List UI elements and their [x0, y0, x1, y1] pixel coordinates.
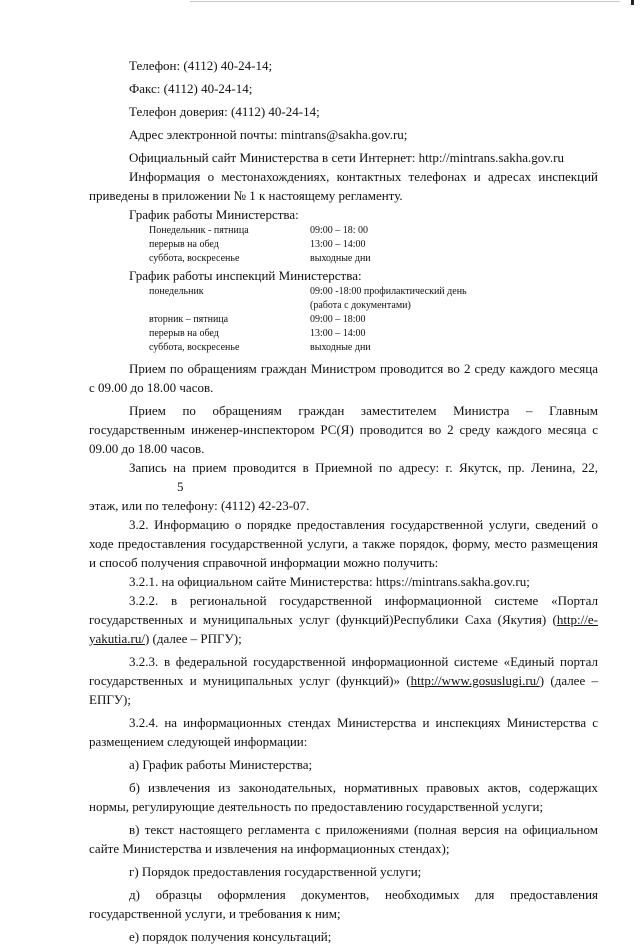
email-line: Адрес электронной почты: mintrans@sakha.gov.ru; — [129, 127, 408, 142]
item-3-2-2 — [89, 591, 598, 648]
ministry-schedule-table — [89, 224, 598, 266]
item-3-2-2-suffix: ) (далее – РПГУ); — [144, 631, 242, 646]
reception-deputy-paragraph: Прием по обращениям граждан заместителем Министра – Главным государственным инженер-инспектором РС(Я) проводится во 2 среду каждого месяца с 09.00 до 18.00 часов. — [89, 403, 598, 456]
scan-corner-mark — [631, 0, 634, 5]
schedule-day: понедельник — [149, 286, 204, 297]
schedule-day: перерыв на обед — [149, 328, 219, 339]
schedule-row — [89, 341, 598, 355]
ministry-schedule-title: График работы Министерства: — [129, 207, 299, 222]
list-item-v: в) текст настоящего регламента с приложениями (полная версия на официальном сайте Министерства и извлечения на информационных стендах); — [89, 822, 598, 856]
list-item-a: а) График работы Министерства; — [129, 757, 313, 772]
schedule-time: выходные дни — [310, 253, 371, 264]
registration-text: Запись на прием проводится в Приемной по адресу: г. Якутск, пр. Ленина, 22, — [129, 460, 598, 475]
scan-top-edge — [190, 1, 620, 2]
inspections-schedule-title: График работы инспекций Министерства: — [129, 268, 362, 283]
item-3-2-4: 3.2.4. на информационных стендах Министерства и инспекциях Министерства с размещением следующей информации: — [89, 715, 598, 749]
schedule-row — [89, 327, 598, 341]
item-3-2-2-text: 3.2.2. в региональной государственной информационной системе «Портал государственных и муниципальных услуг (функций)Республики Саха (Якутия) ( — [89, 593, 598, 627]
inspections-schedule-table — [89, 285, 598, 355]
e-yakutia-link[interactable]: http://e-yakutia.ru/ — [89, 612, 598, 646]
schedule-time: 13:00 – 14:00 — [310, 239, 366, 250]
schedule-day: перерыв на обед — [149, 239, 219, 250]
website-line: Официальный сайт Министерства в сети Интернет: http://mintrans.sakha.gov.ru — [129, 150, 564, 165]
schedule-row — [89, 238, 598, 252]
schedule-day: суббота, воскресенье — [149, 253, 240, 264]
list-item-b: б) извлечения из законодательных, нормативных правовых актов, содержащих нормы, регулирующие деятельность по предоставлению государственной услуги; — [89, 780, 598, 814]
registration-paragraph — [89, 458, 598, 515]
schedule-row — [89, 313, 598, 327]
schedule-day: суббота, воскресенье — [149, 342, 240, 353]
item-3-2-3 — [89, 652, 598, 709]
schedule-time: 09:00 – 18: 00 — [310, 225, 369, 236]
reception-minister-paragraph: Прием по обращениям граждан Министром проводится во 2 среду каждого месяца с 09.00 до 18.00 часов. — [89, 361, 598, 395]
schedule-time: выходные дни — [310, 342, 371, 353]
item-3-2-3-text: 3.2.3. в федеральной государственной информационной системе «Единый портал государственных и муниципальных услуг (функций)» ( — [89, 654, 598, 688]
item-3-2-1: 3.2.1. на официальном сайте Министерства: https://mintrans.sakha.gov.ru; — [129, 574, 530, 589]
registration-floor-number: 5 — [177, 479, 184, 494]
section-3-2-paragraph: 3.2. Информацию о порядке предоставления государственной услуги, сведений о ходе предоставления государственной услуги, а также порядок, форму, место размещения и способ получения справочной информации можно получить: — [89, 517, 598, 570]
schedule-time: 09:00 – 18:00 — [310, 314, 366, 325]
gosuslugi-link[interactable]: http://www.gosuslugi.ru/ — [410, 673, 540, 688]
inspections-info-paragraph: Информация о местонахождениях, контактных телефонах и адресах инспекций приведены в приложении № 1 к настоящему регламенту. — [89, 169, 598, 203]
list-item-d: д) образцы оформления документов, необходимых для предоставления государственной услуги, и требования к ним; — [89, 887, 598, 921]
list-item-e: е) порядок получения консультаций; — [129, 929, 332, 944]
schedule-row — [89, 224, 598, 238]
hotline-line: Телефон доверия: (4112) 40-24-14; — [129, 104, 320, 119]
fax-line: Факс: (4112) 40-24-14; — [129, 81, 253, 96]
schedule-time: 09:00 -18:00 профилактический день (работа с документами) — [310, 286, 467, 311]
schedule-row — [89, 252, 598, 266]
schedule-row — [89, 285, 598, 313]
phone-line: Телефон: (4112) 40-24-14; — [129, 58, 273, 73]
document-page — [89, 56, 598, 946]
item-3-2-3-suffix: ) (далее – ЕПГУ); — [89, 673, 598, 707]
list-item-g: г) Порядок предоставления государственной услуги; — [129, 864, 422, 879]
registration-text-continued: этаж, или по телефону: (4112) 42-23-07. — [89, 498, 310, 513]
schedule-day: вторник – пятница — [149, 314, 229, 325]
schedule-day: Понедельник - пятница — [149, 225, 249, 236]
schedule-time: 13:00 – 14:00 — [310, 328, 366, 339]
